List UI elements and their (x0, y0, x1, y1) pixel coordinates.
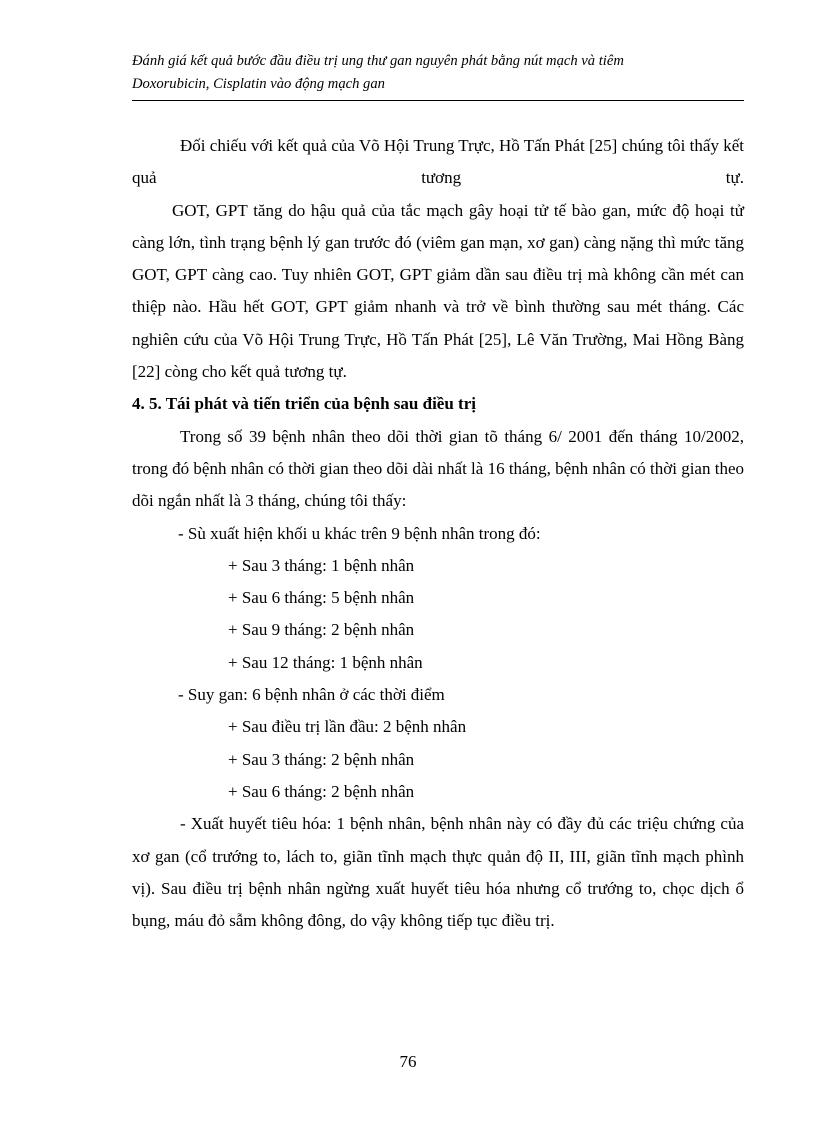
list-item-gi-bleeding: - Xuất huyết tiêu hóa: 1 bệnh nhân, bệnh nhân này có đầy đủ các triệu chứng của xơ gan (cổ trướng to, lách to, giãn tĩnh mạch thực quản độ II, III, giãn tĩnh mạch phình vị). Sau điều trị bệnh nhân ngừng xuất huyết tiêu hóa nhưng cổ trướng to, chọc dịch ổ bụng, máu đỏ sẫm không đông, do vậy không tiếp tục điều trị. (132, 814, 744, 931)
sub-item: + Sau 6 tháng: 2 bệnh nhân (228, 781, 415, 801)
paragraph-got-gpt: GOT, GPT tăng do hậu quả của tắc mạch gây hoại tử tế bào gan, mức độ hoại tử càng lớn, tình trạng bệnh lý gan trước đó (viêm gan mạn, xơ gan) càng nặng thì mức tăng GOT, GPT càng cao. Tuy nhiên GOT, GPT giảm dần sau điều trị mà không cần mét can thiệp nào. Hầu hết GOT, GPT giảm nhanh và trở về bình thường sau mét tháng. Các nghiên cứu của Võ Hội Trung Trực, Hồ Tấn Phát [25], Lê Văn Trường, Mai Hồng Bàng [22] còng cho kết quả tương tự. (132, 200, 744, 382)
sub-item: + Sau 3 tháng: 2 bệnh nhân (228, 749, 415, 769)
page-number: 76 (399, 1052, 417, 1071)
page-body (132, 130, 744, 937)
header-line-2: Doxorubicin, Cisplatin vào động mạch gan (132, 76, 385, 92)
running-header (132, 50, 744, 101)
section-heading: 4. 5. Tái phát và tiến triển của bệnh sau điều trị (132, 394, 476, 414)
sub-item: + Sau 3 tháng: 1 bệnh nhân (228, 555, 415, 575)
list-item-new-tumor: - Sù xuất hiện khối u khác trên 9 bệnh nhân trong đó: (178, 523, 541, 543)
sub-item: + Sau 9 tháng: 2 bệnh nhân (228, 620, 415, 640)
sub-item: + Sau 6 tháng: 5 bệnh nhân (228, 588, 415, 608)
paragraph-intro: Trong số 39 bệnh nhân theo dõi thời gian tõ tháng 6/ 2001 đến tháng 10/2002, trong đó bệnh nhân có thời gian theo dõi dài nhất là 16 tháng, bệnh nhân có thời gian theo dõi ngắn nhất là 3 tháng, chúng tôi thấy: (132, 426, 744, 511)
sub-item: + Sau 12 tháng: 1 bệnh nhân (228, 652, 423, 672)
list-item-liver-failure: - Suy gan: 6 bệnh nhân ở các thời điểm (178, 685, 445, 705)
sub-item: + Sau điều trị lần đầu: 2 bệnh nhân (228, 717, 467, 737)
header-line-1: Đánh giá kết quả bước đầu điều trị ung thư gan nguyên phát bằng nút mạch và tiêm (132, 53, 624, 69)
paragraph-comparison: Đối chiếu với kết quả của Võ Hội Trung Trực, Hồ Tấn Phát [25] chúng tôi thấy kết quả tương tự. (132, 136, 744, 188)
